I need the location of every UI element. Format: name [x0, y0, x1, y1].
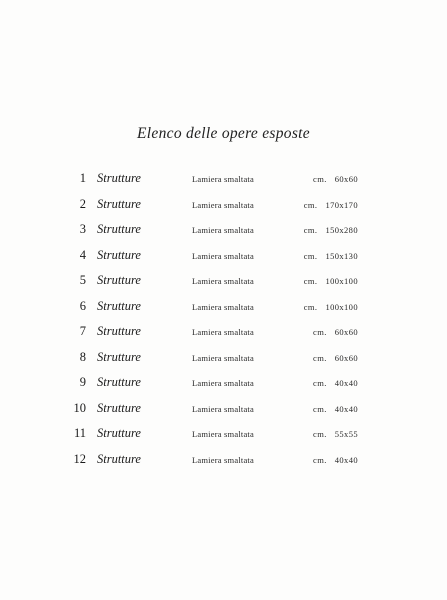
- dimension-value: 55x55: [334, 429, 358, 439]
- work-number: 3: [79, 222, 86, 236]
- work-title: Strutture: [97, 222, 141, 236]
- work-dimensions: [313, 353, 358, 363]
- work-number: 11: [73, 426, 86, 440]
- work-material: Lamiera smaltata: [192, 250, 254, 261]
- work-dimensions: [304, 251, 358, 261]
- work-title: Strutture: [97, 375, 141, 389]
- work-number: 2: [79, 196, 86, 211]
- dimension-value: 40x40: [334, 403, 358, 414]
- dimension-value: 40x40: [334, 454, 358, 465]
- work-title: Strutture: [97, 171, 141, 185]
- work-material: Lamiera smaltata: [192, 403, 254, 414]
- dimension-unit: cm.: [313, 352, 327, 363]
- work-dimensions: [304, 302, 358, 312]
- work-dimensions: [304, 225, 358, 235]
- work-material: Lamiera smaltata: [192, 225, 254, 235]
- work-number: 7: [79, 324, 86, 338]
- work-number: 12: [73, 451, 86, 466]
- list-item: [0, 196, 447, 215]
- work-number: 1: [79, 171, 86, 185]
- work-material: Lamiera smaltata: [192, 199, 254, 210]
- dimension-value: 100x100: [325, 301, 358, 312]
- dimension-unit: cm.: [313, 327, 327, 337]
- work-title: Strutture: [97, 324, 141, 338]
- work-material: Lamiera smaltata: [192, 352, 254, 363]
- dimension-value: 60x60: [334, 174, 358, 184]
- dimension-unit: cm.: [313, 454, 327, 465]
- dimension-value: 170x170: [325, 199, 358, 210]
- list-item: [0, 224, 447, 240]
- dimension-unit: cm.: [313, 174, 327, 184]
- work-title: Strutture: [97, 349, 141, 364]
- dimension-value: 150x130: [325, 250, 358, 261]
- work-material: Lamiera smaltata: [192, 301, 254, 312]
- work-title: Strutture: [97, 400, 141, 415]
- list-item: [0, 377, 447, 393]
- list-item: [0, 247, 447, 266]
- dimension-unit: cm.: [313, 403, 327, 414]
- work-material: Lamiera smaltata: [192, 276, 254, 286]
- dimension-unit: cm.: [313, 378, 327, 388]
- list-item: [0, 326, 447, 342]
- list-item: [0, 400, 447, 419]
- work-material: Lamiera smaltata: [192, 454, 254, 465]
- work-dimensions: [313, 378, 358, 388]
- dimension-value: 100x100: [325, 276, 358, 286]
- work-title: Strutture: [97, 273, 141, 287]
- list-item: [0, 275, 447, 291]
- dimension-unit: cm.: [303, 225, 318, 235]
- work-number: 8: [79, 349, 86, 364]
- dimension-unit: cm.: [303, 250, 318, 261]
- dimension-unit: cm.: [303, 276, 318, 286]
- work-title: Strutture: [97, 298, 141, 313]
- list-item: [0, 451, 447, 470]
- work-dimensions: [304, 276, 358, 286]
- work-dimensions: [313, 174, 358, 184]
- work-number: 5: [79, 273, 86, 287]
- list-item: [0, 173, 447, 189]
- list-item: [0, 428, 447, 444]
- work-number: 6: [79, 298, 86, 313]
- work-dimensions: [313, 455, 358, 465]
- work-dimensions: [304, 200, 358, 210]
- dimension-unit: cm.: [303, 301, 318, 312]
- work-number: 4: [79, 247, 86, 262]
- work-material: Lamiera smaltata: [192, 327, 254, 337]
- dimension-value: 60x60: [334, 352, 358, 363]
- work-dimensions: [313, 429, 358, 439]
- work-title: Strutture: [97, 247, 141, 262]
- dimension-value: 40x40: [334, 378, 358, 388]
- work-material: Lamiera smaltata: [192, 378, 254, 388]
- work-material: Lamiera smaltata: [192, 174, 254, 184]
- dimension-unit: cm.: [313, 429, 327, 439]
- work-dimensions: [313, 327, 358, 337]
- dimension-unit: cm.: [303, 199, 318, 210]
- page-title: Elenco delle opere esposte: [137, 125, 310, 142]
- dimension-value: 150x280: [325, 225, 358, 235]
- list-item: [0, 298, 447, 317]
- work-number: 9: [79, 375, 86, 389]
- list-item: [0, 349, 447, 368]
- work-title: Strutture: [97, 426, 141, 440]
- work-title: Strutture: [97, 196, 141, 211]
- work-title: Strutture: [97, 451, 141, 466]
- work-number: 10: [73, 400, 86, 415]
- work-dimensions: [313, 404, 358, 414]
- dimension-value: 60x60: [334, 327, 358, 337]
- work-material: Lamiera smaltata: [192, 429, 254, 439]
